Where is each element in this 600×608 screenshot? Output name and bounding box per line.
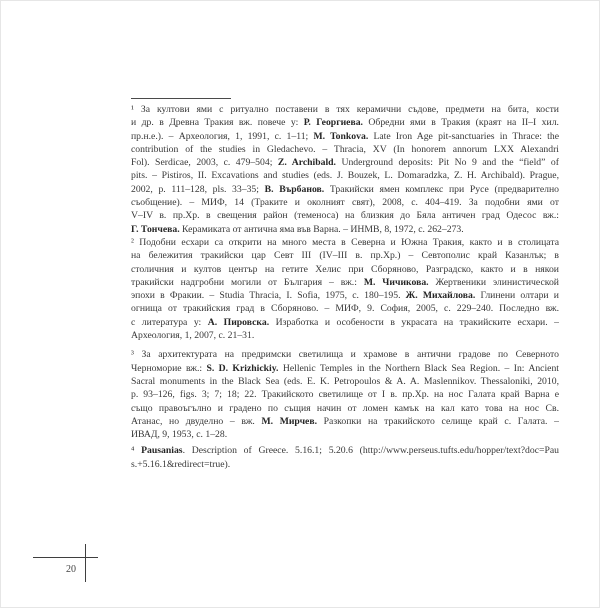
footnote-line: столичния и култов център на гетите Хелис при Сборяново, Разградско, както и в някои (131, 263, 559, 275)
footnote-line: Черноморие вж.: S. D. Krizhickiy. Hellenic Temples in the Northern Black Sea Region. – In: Ancient (131, 362, 559, 374)
footnote-line: на бележития тракийски цар Севт III (IV–III в. пр.Хр.) – Севтополис край Казанлък; в (131, 250, 559, 262)
footnote-line: огнища от тракийския град в Сборяново. – МИФ, 9. София, 2005, с. 229–240. Последно вж. (131, 303, 559, 315)
crop-mark-vertical (85, 544, 86, 582)
footnote-line: Sacral monuments in the Black Sea (eds. E. K. Petropoulos & A. A. Maslennikov. Thessaloniki, 2010, (131, 375, 559, 387)
footnote-3 (131, 348, 559, 441)
footnote-line: ³ За архитектурата на предримски светилища и храмове в антични градове по Северното (131, 349, 559, 361)
footnote-line: Г. Тончева. Керамиката от антична яма във Варна. – ИНМВ, 8, 1972, с. 262–273. (131, 223, 464, 235)
footnote-4 (131, 444, 559, 471)
footnote-line: p. 93–126, figs. 3; 7; 18; 22. Тракийското светилище от I в. пр.Хр. на нос Галата край Варна е (131, 389, 559, 401)
footnote-line: с литература у: А. Пировска. Изработка и особености в украсата на тракийските есхари. – (131, 316, 559, 328)
page-number: 20 (66, 564, 76, 575)
footnote-line: ² Подобни есхари са открити на много места в Северна и Южна Тракия, както и в столицата (131, 236, 559, 248)
crop-mark-horizontal (33, 557, 98, 558)
footnote-line: Атанас, но двуделно – вж. М. Мирчев. Разкопки на тракийското селище край с. Галата. – (131, 415, 559, 427)
footnote-separator (131, 98, 231, 99)
footnote-2 (131, 236, 559, 342)
footnote-line: тракийски надгробни могили от България – вж.: М. Чичикова. Жертвеники элинистической (131, 276, 559, 288)
footnote-line: ⁴ Pausanias. Description of Greece. 5.16.1; 5.20.6 (http://www.perseus.tufts.edu/hopper/text?doc=Pau (131, 445, 559, 457)
footnote-line: пр.н.е.). – Археология, 1, 1991, с. 1–11; M. Tonkova. Late Iron Age pit-sanctuaries in Thrace: the (131, 130, 559, 142)
footnote-line: съобщение). – МИФ, 14 (Траките и околният свят), 2008, с. 404–419. За подобни ями от (131, 197, 559, 209)
footnote-line: Археология, 1, 2007, с. 21–31. (131, 330, 255, 342)
footnote-line: s.+5.16.1&redirect=true). (131, 458, 231, 470)
footnote-line: и др. в Древна Тракия вж. повече у: Р. Георгиева. Обредни ями в Тракия (краят на II–I хил. (131, 117, 559, 129)
footnote-line: pits. – Pistiros, II. Excavations and studies (eds. J. Bouzek, L. Domaradzka, Z. H. Archibald). Prague, (131, 170, 559, 182)
footnote-line: ¹ За култови ями с ритуално поставени в тях керамични съдове, предмети на бита, кости (131, 104, 559, 115)
footnote-line: contribution of the studies in Gledachevo. – Thracia, XV (In honorem annorum LXX Alexandri (131, 143, 559, 155)
footnote-line: 2002, p. 111–128, pls. 33–35; В. Върбанов. Тракийски ямен комплекс при Русе (предварително (131, 183, 559, 195)
footnotes-block (131, 103, 559, 471)
footnote-line: V–IV в. пр.Хр. в свещения район (теменоса) на близкия до Бяла античен град Одесос вж.: (131, 210, 559, 222)
footnote-line: эпохи в Фракии. – Studia Thracia, I. Sofia, 1975, с. 180–195. Ж. Михайлова. Глинени олтари и (131, 290, 559, 302)
footnote-line: Fol). Serdicae, 2003, с. 479–504; Z. Archibald. Underground deposits: Pit No 9 and the “field” of (131, 157, 559, 169)
footnote-line: ИВАД, 9, 1953, с. 1–28. (131, 429, 228, 441)
footnote-line: също правоъгълно и градено по същия начин от ломен камък на кал като това на нос Св. (131, 402, 559, 414)
footnote-1 (131, 103, 559, 236)
